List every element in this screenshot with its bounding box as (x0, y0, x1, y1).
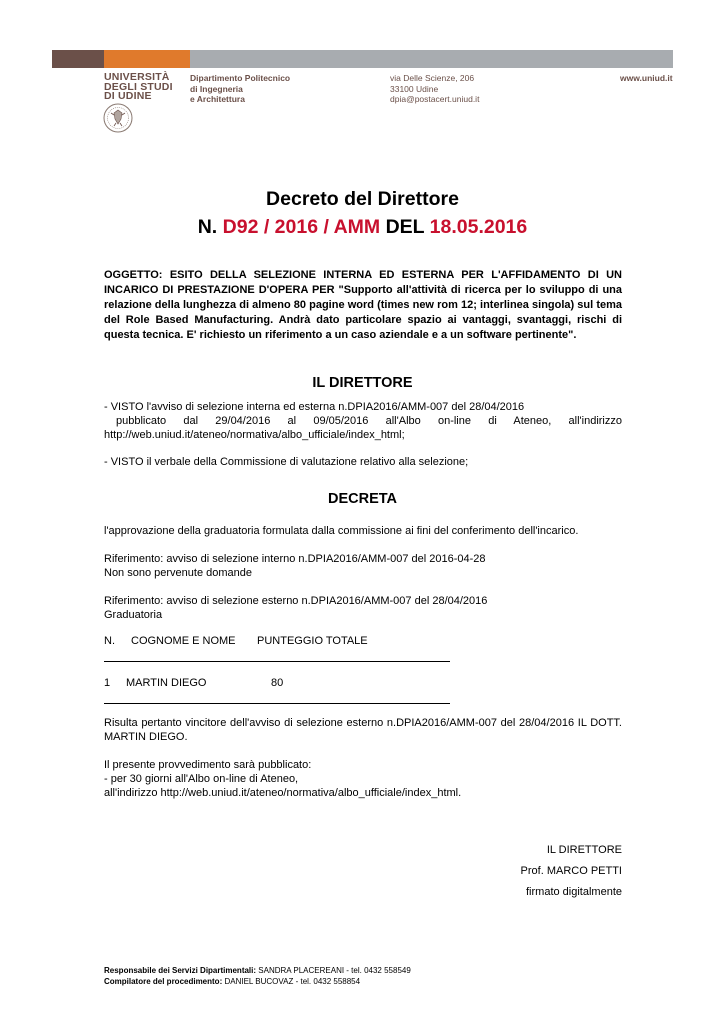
reference-line: Riferimento: avviso di selezione esterno n.DPIA2016/AMM-007 del 28/04/2016 (104, 595, 488, 607)
decree-number: D92 / 2016 / AMM (222, 216, 381, 238)
column-header-score: PUNTEGGIO TOTALE (257, 635, 368, 647)
header-band-grey (190, 50, 673, 68)
footer-value: SANDRA PLACEREANI - tel. 0432 558549 (256, 966, 411, 975)
decree-number-line (0, 216, 725, 239)
university-name-line: DI UDINE (104, 90, 152, 102)
decree-date: 18.05.2016 (429, 216, 528, 238)
signature-block (470, 840, 622, 903)
approval-paragraph: l'approvazione della graduatoria formulata dalla commissione ai fini del conferimento dell'incarico. (104, 525, 579, 537)
subject-paragraph: OGGETTO: ESITO DELLA SELEZIONE INTERNA ED ESTERNA PER L'AFFIDAMENTO DI UN INCARICO DI PRESTAZIONE D'OPERA PER "Supporto all'attività di ricerca per lo sviluppo di una relazione della lunghezza di almeno 80 pagine word (times new rom 12; interlinea singola) sul tema del Role Based Manufacturing. Andrà dato particolare spazio ai vantaggi, svantaggi, rischi di questa tecnica. E' richiesto un riferimento a un caso aziendale e a un software pertinente". (104, 269, 622, 341)
university-name-line: DEGLI STUDI (104, 80, 173, 93)
footer-value: DANIEL BUCOVAZ - tel. 0432 558854 (222, 976, 361, 986)
row-number: 1 (104, 677, 111, 689)
reference-note: Graduatoria (104, 609, 163, 621)
department-line: e Architettura (190, 94, 245, 104)
department-line: di Ingegneria (190, 83, 243, 94)
university-name-line: UNIVERSITÀ (104, 71, 170, 83)
visto-line: - VISTO l'avviso di selezione interna ed esterna n.DPIA2016/AMM-007 del 28/04/2016 (104, 401, 525, 413)
row-name: MARTIN DIEGO (126, 677, 207, 689)
footer (104, 966, 411, 987)
footer-label: Responsabile dei Servizi Dipartimentali: (104, 966, 257, 975)
department-line: Dipartimento Politecnico (190, 73, 291, 83)
footer-label: Compilatore del procedimento: (104, 976, 223, 986)
reference-note: Non sono pervenute domande (104, 567, 252, 579)
table-rule (104, 661, 450, 662)
university-logo-text (104, 73, 173, 102)
column-header-number: N. (104, 635, 115, 647)
address-line: 33100 Udine (390, 83, 439, 94)
visto-line: pubblicato dal 29/04/2016 al 09/05/2016 all'Albo on-line di Ateneo, all'indirizzo (116, 415, 622, 427)
signature-role: IL DIRETTORE (546, 844, 622, 856)
external-reference (104, 594, 622, 622)
reference-line: Riferimento: avviso di selezione interno n.DPIA2016/AMM-007 del 2016-04-28 (104, 553, 486, 565)
department-info (190, 73, 290, 105)
header-band-orange (104, 50, 190, 68)
publication-line: Il presente provvedimento sarà pubblicato: (104, 759, 312, 771)
department-address (390, 73, 479, 105)
footer-compiler (104, 977, 411, 988)
decreta-heading: DECRETA (327, 491, 397, 507)
column-header-name: COGNOME E NOME (131, 635, 236, 647)
address-email[interactable]: dpia@postacert.uniud.it (390, 94, 480, 104)
document-title: Decreto del Direttore (266, 188, 459, 210)
university-seal-icon (103, 103, 133, 133)
decree-del: DEL (385, 216, 425, 238)
winner-paragraph: Risulta pertanto vincitore dell'avviso di selezione esterno n.DPIA2016/AMM-007 del 28/04/2016 IL DOTT. MARTIN DIEGO. (104, 717, 622, 743)
visto-verbale-paragraph: - VISTO il verbale della Commissione di valutazione relativo alla selezione; (104, 456, 469, 468)
publication-line: - per 30 giorni all'Albo on-line di Ateneo, (104, 773, 299, 785)
header-band-dark (52, 50, 104, 68)
il-direttore-heading: IL DIRETTORE (312, 375, 413, 391)
table-rule (104, 703, 450, 704)
footer-responsible (104, 966, 411, 977)
internal-reference (104, 552, 622, 580)
address-line: via Delle Scienze, 206 (390, 73, 475, 83)
decree-prefix: N. (197, 216, 218, 238)
signature-name: Prof. MARCO PETTI (520, 865, 622, 877)
website-link[interactable]: www.uniud.it (620, 73, 673, 83)
albo-link[interactable]: http://web.uniud.it/ateneo/normativa/albo_ufficiale/index_html; (104, 429, 405, 441)
signature-note: firmato digitalmente (526, 886, 622, 898)
row-score: 80 (271, 677, 284, 689)
visto-avviso-paragraph (104, 400, 622, 442)
publication-paragraph (104, 758, 622, 800)
albo-link[interactable]: all'indirizzo http://web.uniud.it/ateneo/normativa/albo_ufficiale/index_html. (104, 787, 462, 799)
